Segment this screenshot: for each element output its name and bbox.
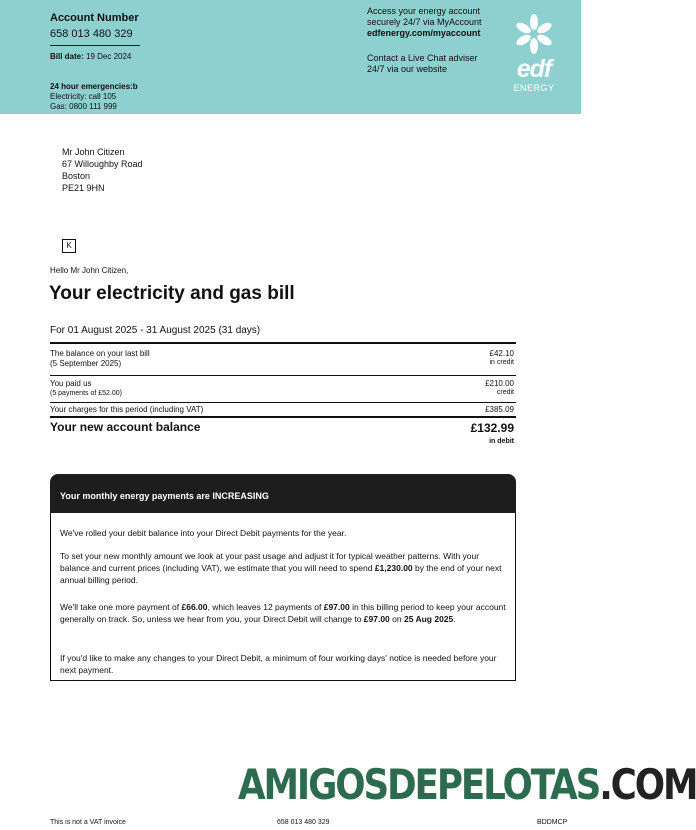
chat-line-1: Contact a Live Chat adviser	[367, 53, 478, 63]
new-direct-debit-amount: £97.00	[363, 614, 390, 624]
mail-code-box: K	[62, 239, 76, 253]
access-info	[367, 6, 482, 39]
address-line: PE21 9HN	[62, 183, 105, 193]
row-amount	[485, 379, 514, 397]
last-bill-unit: in credit	[489, 359, 514, 366]
logo-subtext: ENERGY	[513, 83, 555, 93]
panel-paragraph-2	[60, 550, 506, 586]
row-label	[50, 379, 122, 399]
summary-row-paid	[50, 376, 516, 402]
row-amount	[471, 422, 514, 448]
chat-line-2: 24/7 via our website	[367, 64, 448, 74]
logo-text: edf	[516, 55, 552, 83]
greeting: Hello Mr John Citizen,	[50, 266, 129, 275]
text-run: To set your new monthly amount we look at your past usage and adjust it for typical weather patterns. With your balance and current prices (including VAT), we estimate that you will need to spend	[60, 551, 480, 573]
electricity-contact: Electricity: call 105	[50, 92, 117, 101]
address-line: 67 Willoughby Road	[62, 159, 143, 169]
watermark-part-2: .COM	[599, 760, 696, 809]
billing-period: For 01 August 2025 - 31 August 2025 (31 days)	[50, 325, 261, 336]
row-amount	[489, 349, 514, 367]
footer-account-number: 658 013 480 329	[277, 819, 330, 826]
charges-amount: £385.09	[485, 405, 514, 414]
new-balance-amount: £132.99	[470, 421, 514, 435]
next-payment-amount: £66.00	[181, 602, 208, 612]
account-number: 658 013 480 329	[50, 28, 133, 40]
bill-summary	[50, 342, 516, 448]
panel-paragraph-3	[60, 601, 506, 625]
chat-info	[367, 53, 478, 75]
address-line: Boston	[62, 171, 91, 181]
text-run: in this billing period to keep your account generally on track. So, unless we hear from you, your Direct Debit will change to	[60, 602, 506, 624]
last-bill-label: The balance on your last bill	[50, 349, 150, 358]
emergency-contacts	[50, 82, 138, 112]
change-date: 25 Aug 2025	[403, 614, 454, 624]
summary-row-new-balance	[50, 418, 516, 448]
text-run: .	[453, 614, 456, 624]
address-line: Mr John Citizen	[62, 147, 125, 157]
new-balance-label: Your new account balance	[50, 420, 201, 434]
edf-logo	[506, 12, 562, 96]
gas-contact: Gas: 0800 111 999	[50, 102, 117, 111]
header-banner	[0, 0, 581, 114]
annual-spend-amount: £1,230.00	[374, 563, 413, 573]
footer-code: BDDMCP	[537, 819, 568, 826]
footer-vat-note: This is not a VAT invoice	[50, 819, 126, 826]
monthly-payment-amount: £97.00	[323, 602, 350, 612]
account-number-label: Account Number	[50, 12, 139, 24]
paid-label: You paid us	[50, 379, 92, 388]
watermark-part-1: AMIGOSDEPELOTAS	[238, 760, 600, 809]
charges-label: Your charges for this period (including VAT)	[50, 405, 204, 414]
panel-heading: Your monthly energy payments are INCREASING	[60, 491, 269, 501]
bill-date	[50, 52, 131, 61]
bill-date-value: 19 Dec 2024	[86, 52, 132, 61]
edf-flower-logo-icon	[506, 12, 562, 56]
paid-detail: (5 payments of £52.00)	[50, 390, 122, 397]
watermark	[238, 760, 696, 809]
text-run: by the end of your next annual billing period.	[60, 563, 502, 585]
last-bill-date: (5 September 2025)	[50, 359, 122, 368]
text-run: We'll take one more payment of	[60, 602, 182, 612]
panel-paragraph-4: If you'd like to make any changes to your Direct Debit, a minimum of four working days' notice is needed before your next payment.	[60, 653, 497, 675]
paid-amount: £210.00	[485, 379, 514, 388]
paid-unit: credit	[496, 389, 514, 396]
new-balance-unit: in debit	[489, 438, 514, 445]
text-run: on	[389, 614, 404, 624]
access-url-link[interactable]: edfenergy.com/myaccount	[367, 28, 481, 38]
payments-panel-header	[50, 474, 516, 513]
last-bill-amount: £42.10	[489, 349, 514, 358]
divider	[50, 45, 140, 46]
emergencies-title: 24 hour emergencies:b	[50, 82, 138, 91]
panel-paragraph-1: We've rolled your debit balance into your Direct Debit payments for the year.	[60, 528, 347, 538]
row-label	[50, 349, 150, 369]
access-line-2: securely 24/7 via MyAccount	[367, 17, 482, 27]
customer-address	[62, 146, 143, 194]
payments-panel-body	[50, 513, 516, 681]
text-run: , which leaves 12 payments of	[207, 602, 324, 612]
summary-row-charges	[50, 403, 516, 416]
summary-row-last-bill	[50, 344, 516, 375]
page-title: Your electricity and gas bill	[49, 283, 295, 304]
bill-date-label: Bill date:	[50, 52, 84, 61]
access-line-1: Access your energy account	[367, 6, 481, 16]
